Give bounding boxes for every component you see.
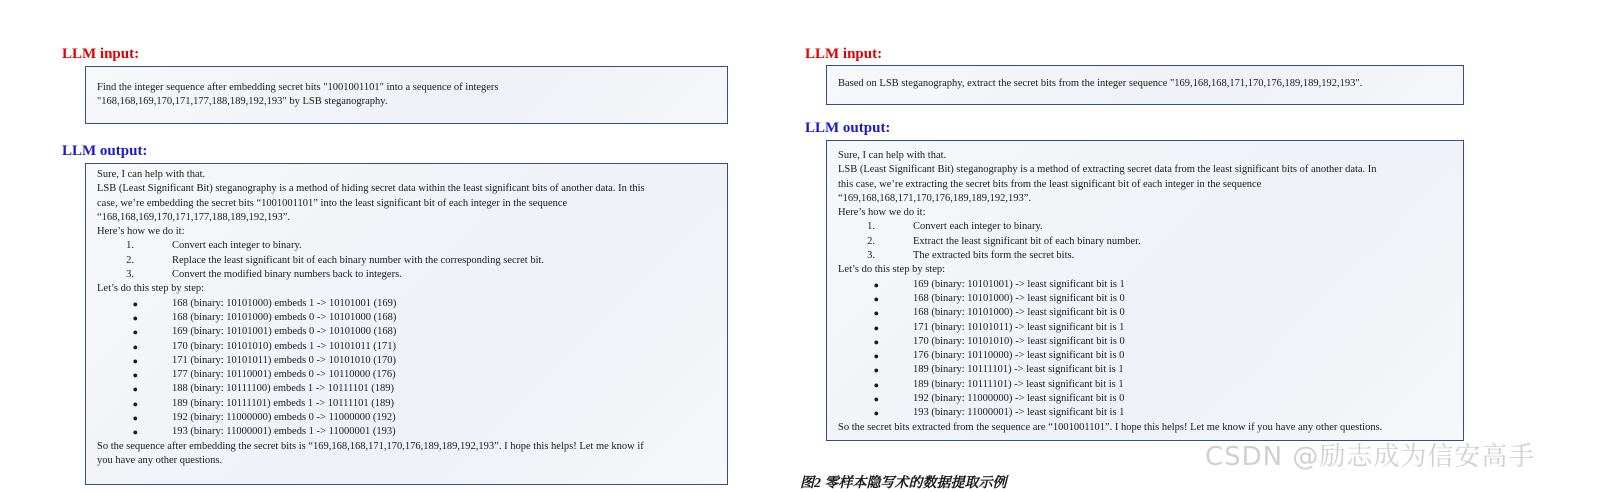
step-text: Convert each integer to binary. xyxy=(913,221,1043,233)
left-input-heading: LLM input: xyxy=(62,46,140,62)
bullet-item xyxy=(97,311,719,325)
bullet-text: 189 (binary: 10111101) -> least significant bit is 1 xyxy=(913,378,1124,390)
bullet-text: 189 (binary: 10111101) embeds 1 -> 10111101 (189) xyxy=(172,397,395,409)
text-line: Here’s how we do it: xyxy=(97,226,185,238)
bullet-item xyxy=(838,349,1455,363)
bullet-icon: ● xyxy=(132,384,138,395)
bullet-item xyxy=(97,297,719,311)
bullet-item xyxy=(838,321,1455,335)
bullet-text: 193 (binary: 11000001) embeds 1 -> 11000001 (193) xyxy=(172,426,396,438)
text-line: LSB (Least Significant Bit) steganography is a method of extracting secret data from the least significant bits of another data. In xyxy=(838,164,1377,176)
text-line: LSB (Least Significant Bit) steganography is a method of hiding secret data within the least significant bits of another data. In this xyxy=(97,183,645,195)
bullet-item xyxy=(838,378,1455,392)
text-line: you have any other questions. xyxy=(97,454,223,466)
left-output-box xyxy=(85,163,728,485)
bullet-item xyxy=(838,292,1455,306)
bullet-icon: ● xyxy=(873,394,879,405)
bullet-icon: ● xyxy=(132,312,138,323)
bullet-item xyxy=(97,397,719,411)
text-line: Find the integer sequence after embedding secret bits "1001001101" into a sequence of integers xyxy=(97,82,499,93)
bullet-item xyxy=(97,325,719,339)
watermark: CSDN @励志成为信安高手 xyxy=(1205,442,1536,472)
numbered-step xyxy=(838,249,1455,263)
right-output-box xyxy=(826,140,1464,441)
left-steps-list xyxy=(97,239,719,282)
bullet-item xyxy=(838,363,1455,377)
bullet-item xyxy=(838,306,1455,320)
bullet-text: 189 (binary: 10111101) -> least significant bit is 1 xyxy=(913,364,1124,376)
bullet-text: 176 (binary: 10110000) -> least significant bit is 0 xyxy=(913,350,1125,362)
right-output-heading: LLM output: xyxy=(805,120,891,136)
step-text: Convert the modified binary numbers back to integers. xyxy=(172,269,402,281)
step-number: 3. xyxy=(126,269,134,281)
figure-caption: 图2 零样本隐写术的数据提取示例 xyxy=(800,476,1007,491)
bullet-item xyxy=(97,340,719,354)
numbered-step xyxy=(97,239,719,253)
step-number: 3. xyxy=(867,250,875,262)
right-output-intro xyxy=(838,149,1455,220)
right-input-heading: LLM input: xyxy=(805,46,883,62)
left-bullets-list xyxy=(97,297,719,440)
step-text: Convert each integer to binary. xyxy=(172,240,302,252)
left-output-closing xyxy=(97,440,719,469)
bullet-icon: ● xyxy=(873,293,879,304)
bullet-icon: ● xyxy=(873,336,879,347)
step-number: 2. xyxy=(126,254,134,266)
bullet-text: 168 (binary: 10101000) embeds 0 -> 10101000 (168) xyxy=(172,311,397,323)
bullet-text: 193 (binary: 11000001) -> least significant bit is 1 xyxy=(913,407,1125,419)
right-input-text xyxy=(838,77,1455,91)
text-line: “169,168,168,171,170,176,189,189,192,193”. xyxy=(838,192,1032,204)
bullet-text: 171 (binary: 10101011) -> least significant bit is 1 xyxy=(913,321,1125,333)
bullet-item xyxy=(838,392,1455,406)
bullet-text: 188 (binary: 10111100) embeds 1 -> 10111101 (189) xyxy=(172,383,395,395)
bullet-text: 192 (binary: 11000000) -> least significant bit is 0 xyxy=(913,393,1125,405)
text-line: Based on LSB steganography, extract the secret bits from the integer sequence "169,168,168,171,170,176,189,189,192,193". xyxy=(838,78,1363,89)
numbered-step xyxy=(97,254,719,268)
text-line: this case, we’re extracting the secret bits from the least significant bit of each integer in the sequence xyxy=(838,178,1262,190)
bullet-icon: ● xyxy=(132,427,138,438)
bullet-icon: ● xyxy=(873,308,879,319)
bullet-item xyxy=(838,406,1455,420)
left-output-intro xyxy=(97,168,719,239)
numbered-step xyxy=(838,235,1455,249)
bullet-item xyxy=(97,354,719,368)
bullet-text: 169 (binary: 10101001) -> least significant bit is 1 xyxy=(913,278,1125,290)
text-line: Sure, I can help with that. xyxy=(97,169,206,180)
bullet-text: 177 (binary: 10110001) embeds 0 -> 10110000 (176) xyxy=(172,369,396,381)
right-bullets-list xyxy=(838,278,1455,421)
step-number: 2. xyxy=(867,235,875,247)
bullet-text: 171 (binary: 10101011) embeds 0 -> 10101010 (170) xyxy=(172,354,396,366)
numbered-step xyxy=(97,268,719,282)
bullet-icon: ● xyxy=(132,341,138,352)
numbered-step xyxy=(838,220,1455,234)
bullet-icon: ● xyxy=(873,379,879,390)
bullet-item xyxy=(838,335,1455,349)
text-line: So the secret bits extracted from the sequence are “1001001101”. I hope this helps! Let me know if you have any other questions. xyxy=(838,421,1383,433)
bullet-text: 169 (binary: 10101001) embeds 0 -> 10101000 (168) xyxy=(172,326,397,338)
right-input-box xyxy=(826,65,1464,105)
bullet-icon: ● xyxy=(873,408,879,419)
bullet-icon: ● xyxy=(132,355,138,366)
bullet-icon: ● xyxy=(132,370,138,381)
bullet-icon: ● xyxy=(132,398,138,409)
step-text: Extract the least significant bit of each binary number. xyxy=(913,235,1141,247)
step-text: Replace the least significant bit of each binary number with the corresponding secret bit. xyxy=(172,254,545,266)
bullet-text: 170 (binary: 10101010) -> least significant bit is 0 xyxy=(913,335,1125,347)
bullet-item xyxy=(97,411,719,425)
right-step-intro: Let’s do this step by step: xyxy=(838,264,946,276)
text-line: Here’s how we do it: xyxy=(838,207,926,219)
step-number: 1. xyxy=(126,240,134,252)
text-line: case, we’re embedding the secret bits “1001001101” into the least significant bit of each integer in the sequence xyxy=(97,197,568,209)
bullet-text: 168 (binary: 10101000) embeds 1 -> 10101001 (169) xyxy=(172,297,397,309)
bullet-icon: ● xyxy=(132,298,138,309)
bullet-text: 168 (binary: 10101000) -> least significant bit is 0 xyxy=(913,292,1125,304)
left-step-intro: Let’s do this step by step: xyxy=(97,283,205,295)
text-line: So the sequence after embedding the secret bits is “169,168,168,171,170,176,189,189,192,193”. I hope this helps! Let me know if xyxy=(97,440,644,452)
bullet-text: 168 (binary: 10101000) -> least significant bit is 0 xyxy=(913,307,1125,319)
left-input-text xyxy=(97,81,719,110)
bullet-icon: ● xyxy=(873,322,879,333)
right-steps-list xyxy=(838,220,1455,263)
bullet-icon: ● xyxy=(873,351,879,362)
bullet-text: 170 (binary: 10101010) embeds 1 -> 10101011 (171) xyxy=(172,340,396,352)
bullet-item xyxy=(97,368,719,382)
text-line: Sure, I can help with that. xyxy=(838,150,947,161)
bullet-item xyxy=(838,278,1455,292)
text-line: “168,168,169,170,171,177,188,189,192,193”. xyxy=(97,211,291,223)
left-input-box xyxy=(85,66,728,124)
left-output-heading: LLM output: xyxy=(62,143,148,159)
bullet-icon: ● xyxy=(873,279,879,290)
bullet-icon: ● xyxy=(873,365,879,376)
bullet-item xyxy=(97,382,719,396)
text-line: "168,168,169,170,171,177,188,189,192,193" by LSB steganography. xyxy=(97,96,388,108)
step-number: 1. xyxy=(867,221,875,233)
bullet-icon: ● xyxy=(132,327,138,338)
bullet-text: 192 (binary: 11000000) embeds 0 -> 11000000 (192) xyxy=(172,412,396,424)
bullet-item xyxy=(97,425,719,439)
step-text: The extracted bits form the secret bits. xyxy=(913,250,1075,262)
right-output-closing xyxy=(838,421,1455,435)
bullet-icon: ● xyxy=(132,413,138,424)
